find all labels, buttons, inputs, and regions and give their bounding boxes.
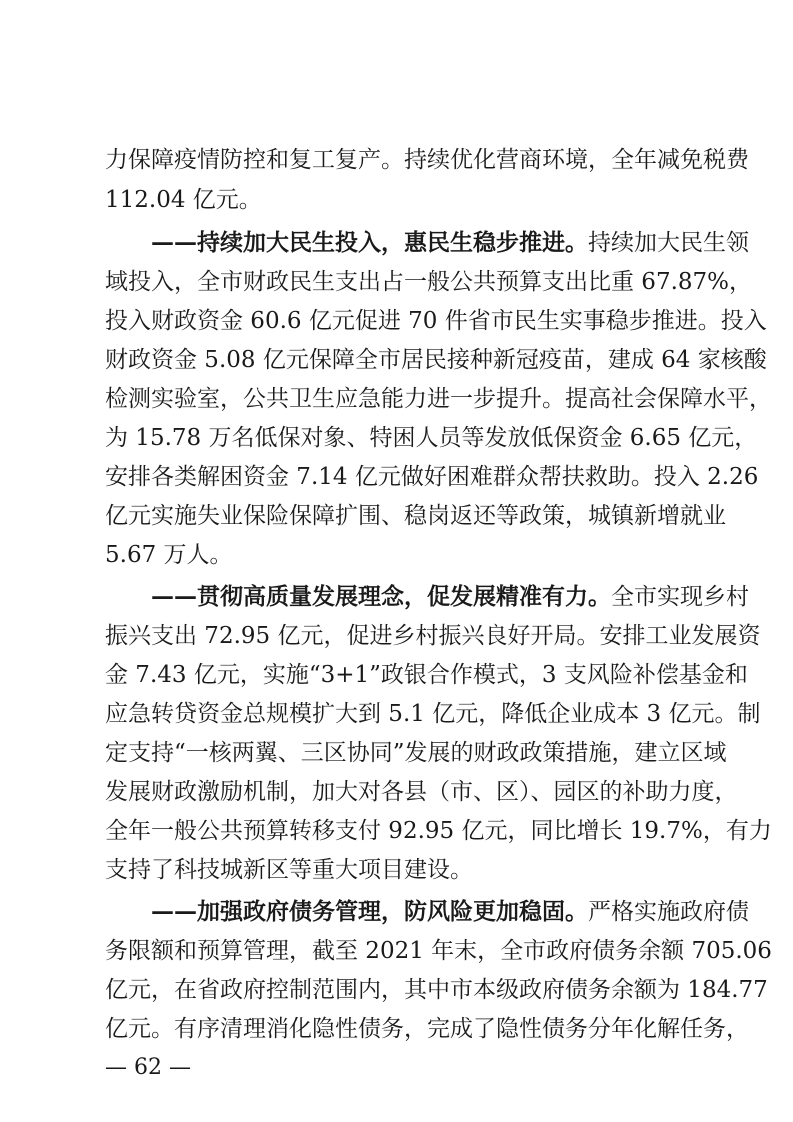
p3-line-5: 定支持“一核两翼、三区协同”发展的财政政策措施，建立区域	[105, 740, 727, 766]
p2-line-6: 为 15.78 万名低保对象、特困人员等发放低保资金 6.65 亿元，	[105, 425, 758, 451]
p3-line-1	[151, 577, 749, 617]
p3-line-6: 发展财政激励机制，加大对各县（市、区）、园区的补助力度，	[105, 779, 738, 805]
p3-heading: ——贯彻高质量发展理念，促发展精准有力。	[151, 583, 611, 610]
p1-line-1: 力保障疫情防控和复工复产。持续优化营商环境，全年减免税费	[105, 147, 749, 173]
p3-line-3: 金 7.43 亿元，实施“3+1”政银合作模式，3 支风险补偿基金和	[105, 662, 748, 688]
p2-line-4: 财政资金 5.08 亿元保障全市居民接种新冠疫苗，建成 64 家核酸	[105, 347, 767, 373]
p4-line-1-rest: 严格实施政府债	[588, 899, 749, 925]
p2-line-1-rest: 持续加大民生领	[588, 230, 749, 256]
page-number: — 62 —	[105, 1055, 191, 1080]
p2-line-2: 域投入，全市财政民生支出占一般公共预算支出比重 67.87%，	[105, 269, 753, 295]
p2-line-8: 亿元实施失业保险保障扩围、稳岗返还等政策，城镇新增就业	[105, 503, 726, 529]
p2-line-5: 检测实验室，公共卫生应急能力进一步提升。提高社会保障水平，	[105, 386, 772, 412]
p4-line-3: 亿元，在省政府控制范围内，其中市本级政府债务余额为 184.77	[105, 977, 768, 1003]
p3-line-1-rest: 全市实现乡村	[611, 584, 749, 610]
p2-line-7: 安排各类解困资金 7.14 亿元做好困难群众帮扶救助。投入 2.26	[105, 464, 759, 490]
p1-line-2: 112.04 亿元。	[105, 187, 262, 213]
p4-line-1	[151, 892, 749, 932]
p2-heading: ——持续加大民生投入，惠民生稳步推进。	[151, 229, 588, 256]
p2-line-3: 投入财政资金 60.6 亿元促进 70 件省市民生实事稳步推进。投入	[105, 308, 767, 334]
p3-line-7: 全年一般公共预算转移支付 92.95 亿元，同比增长 19.7%，有力	[105, 818, 772, 844]
p2-line-1	[151, 223, 749, 263]
p2-line-9: 5.67 万人。	[105, 542, 233, 568]
p4-line-4: 亿元。有序清理消化隐性债务，完成了隐性债务分年化解任务，	[105, 1016, 749, 1042]
p3-line-2: 振兴支出 72.95 亿元，促进乡村振兴良好开局。安排工业发展资	[105, 623, 761, 649]
p3-line-8: 支持了科技城新区等重大项目建设。	[105, 857, 473, 883]
p4-heading: ——加强政府债务管理，防风险更加稳固。	[151, 898, 588, 925]
p4-line-2: 务限额和预算管理，截至 2021 年末，全市政府债务余额 705.06	[105, 938, 772, 964]
p3-line-4: 应急转贷资金总规模扩大到 5.1 亿元，降低企业成本 3 亿元。制	[105, 701, 761, 727]
